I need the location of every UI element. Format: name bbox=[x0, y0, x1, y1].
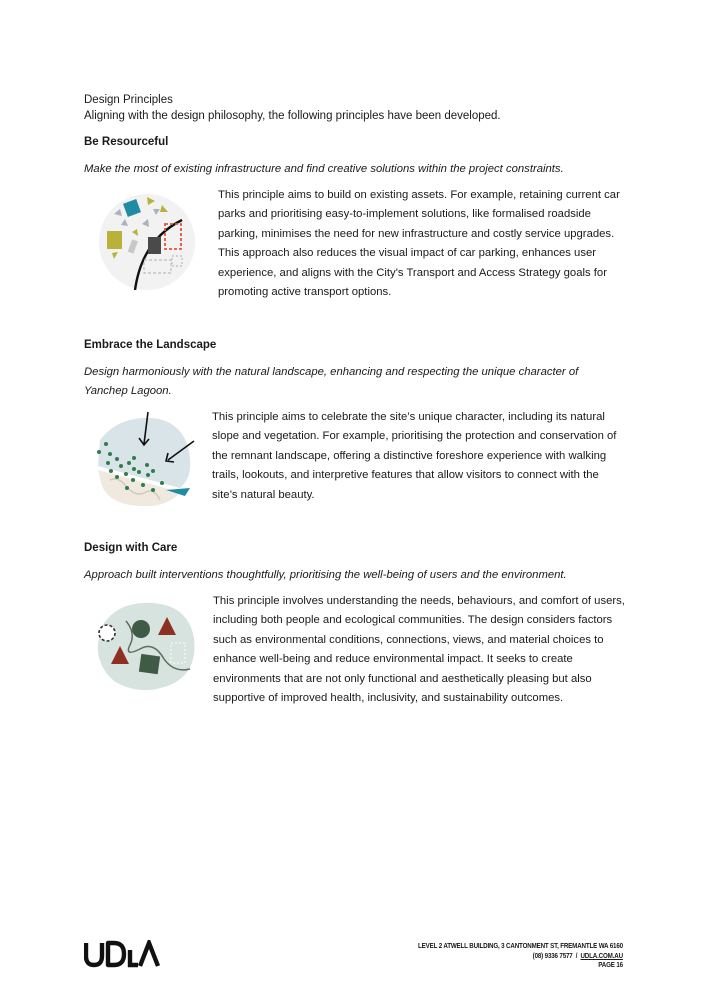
principle-heading-landscape: Embrace the Landscape bbox=[84, 339, 217, 351]
principle-summary-care: Approach built interventions thoughtfully, prioritising the well-being of users and the environment. bbox=[84, 569, 567, 581]
principle-body-resourceful: This principle aims to build on existing assets. For example, retaining current car parks and prioritising easy-to-implement solutions, like formalised roadside parking, minimises the need for new infrastructure and costly service upgrades. This approach also reduces the visual impact of car parking, enhances user experience, and aligns with the City's Transport and Access Strategy goals for promoting active transport options. bbox=[218, 189, 620, 299]
principle-heading-resourceful: Be Resourceful bbox=[84, 136, 169, 148]
principle-summary-resourceful: Make the most of existing infrastructure and find creative solutions within the project constraints. bbox=[84, 163, 564, 175]
dark-car-block bbox=[148, 237, 161, 254]
dark-green-square bbox=[139, 654, 160, 674]
care-illustration bbox=[90, 593, 205, 698]
udla-logo bbox=[84, 940, 160, 968]
footer-phone: (08) 9336 7577 bbox=[532, 950, 573, 960]
landscape-illustration bbox=[88, 408, 203, 513]
dashed-circle bbox=[99, 625, 115, 641]
footer-address: LEVEL 2 ATWELL BUILDING, 3 CANTONMENT ST, FREMANTLE WA 6160 bbox=[418, 941, 623, 950]
page-subtitle: Aligning with the design philosophy, the following principles have been developed. bbox=[84, 110, 501, 122]
principle-heading-care: Design with Care bbox=[84, 542, 178, 554]
page-number: PAGE 16 bbox=[598, 960, 623, 969]
footer-separator: / bbox=[575, 950, 578, 960]
footer-contact bbox=[418, 941, 623, 970]
footer-phone-web bbox=[418, 951, 623, 961]
principle-summary-landscape: Design harmoniously with the natural landscape, enhancing and respecting the unique character of Yanchep Lagoon. bbox=[84, 366, 579, 397]
resourceful-illustration bbox=[92, 190, 202, 295]
dark-green-circle bbox=[132, 620, 150, 638]
footer-website-link[interactable]: UDLA.COM.AU bbox=[580, 950, 623, 960]
principle-body-landscape: This principle aims to celebrate the site’s unique character, including its natural slope and vegetation. For example, prioritising the protection and conservation of the remnant landscape, offering a distinctive foreshore experience with walking trails, lookouts, and interpretive features that allow visitors to connect with the site’s natural beauty. bbox=[212, 411, 617, 501]
principle-body-care: This principle involves understanding the needs, behaviours, and comfort of users, including both people and ecological communities. The design considers factors such as environmental conditions, connections, views, and material choices to enhance well-being and reduce environmental impact. It seeks to create environments that are not only functional and aesthetically pleasing but also supportive of improved health, inclusivity, and sustainability outcomes. bbox=[213, 595, 625, 705]
page-title: Design Principles bbox=[84, 94, 173, 106]
olive-square bbox=[107, 231, 122, 249]
